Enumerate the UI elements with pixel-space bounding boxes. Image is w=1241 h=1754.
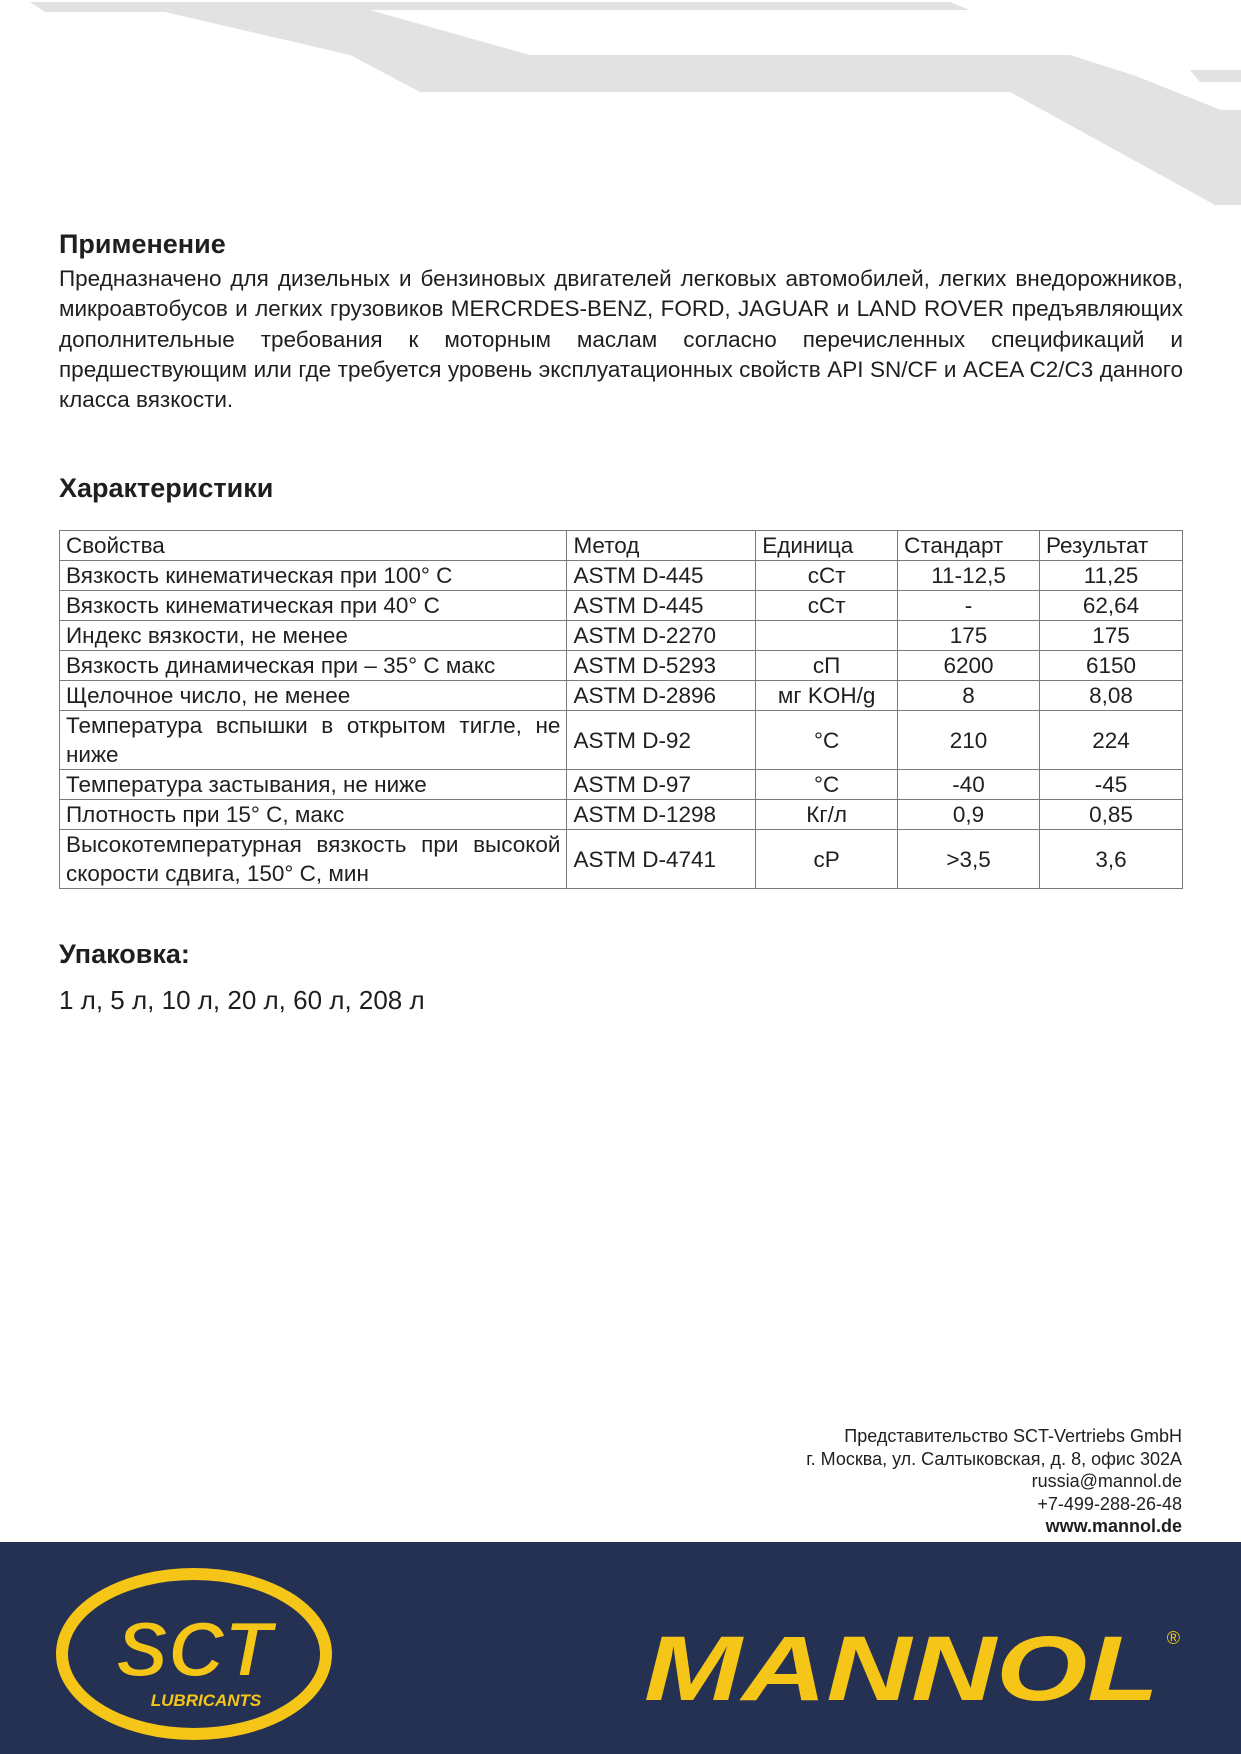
contact-email: russia@mannol.de: [1031, 1471, 1182, 1491]
company-name: Представительство SCT-Vertriebs GmbH: [844, 1426, 1182, 1446]
cell-method: ASTM D-2270: [567, 621, 756, 651]
application-title: Применение: [59, 229, 226, 259]
sct-lubricants-logo: [56, 1568, 332, 1740]
cell-unit: [756, 621, 898, 651]
cell-result: -45: [1040, 770, 1183, 800]
cell-property: Высокотемпературная вязкость при высокой скорости сдвига, 150° C, мин: [60, 830, 567, 889]
cell-unit: сСт: [756, 591, 898, 621]
cell-standard: 210: [898, 711, 1040, 770]
cell-standard: 11-12,5: [898, 561, 1040, 591]
cell-method: ASTM D-4741: [567, 830, 756, 889]
table-row: [60, 621, 1183, 651]
cell-result: 175: [1040, 621, 1183, 651]
cell-unit: мг KOH/g: [756, 681, 898, 711]
table-row: [60, 681, 1183, 711]
cell-unit: сП: [756, 651, 898, 681]
table-row: [60, 591, 1183, 621]
table-row: [60, 770, 1183, 800]
cell-result: 11,25: [1040, 561, 1183, 591]
cell-standard: >3,5: [898, 830, 1040, 889]
table-row: [60, 800, 1183, 830]
table-row: [60, 830, 1183, 889]
cell-property: Щелочное число, не менее: [60, 681, 567, 711]
cell-unit: °C: [756, 770, 898, 800]
cell-method: ASTM D-97: [567, 770, 756, 800]
header-property: Свойства: [60, 531, 567, 561]
cell-property: Вязкость кинематическая при 40° C: [60, 591, 567, 621]
cell-result: 6150: [1040, 651, 1183, 681]
footer-band: [0, 1542, 1241, 1754]
table-row: [60, 561, 1183, 591]
cell-result: 3,6: [1040, 830, 1183, 889]
mannol-logo: [644, 1620, 1184, 1710]
cell-property: Индекс вязкости, не менее: [60, 621, 567, 651]
cell-standard: 175: [898, 621, 1040, 651]
packaging-title: Упаковка:: [59, 939, 190, 969]
cell-method: ASTM D-5293: [567, 651, 756, 681]
cell-result: 224: [1040, 711, 1183, 770]
website-link[interactable]: www.mannol.de: [1045, 1516, 1182, 1536]
cell-property: Плотность при 15° C, макс: [60, 800, 567, 830]
cell-property: Вязкость кинематическая при 100° C: [60, 561, 567, 591]
cell-unit: Кг/л: [756, 800, 898, 830]
header-unit: Единица: [756, 531, 898, 561]
cell-method: ASTM D-1298: [567, 800, 756, 830]
cell-standard: -: [898, 591, 1040, 621]
cell-result: 62,64: [1040, 591, 1183, 621]
packaging-text: 1 л, 5 л, 10 л, 20 л, 60 л, 208 л: [59, 985, 425, 1015]
application-section: [59, 226, 1183, 415]
cell-unit: сСт: [756, 561, 898, 591]
sct-logo-text: SCT: [116, 1605, 272, 1693]
header-result: Результат: [1040, 531, 1183, 561]
cell-property: Вязкость динамическая при – 35° C макс: [60, 651, 567, 681]
specs-title: Характеристики: [59, 473, 274, 503]
cell-standard: 0,9: [898, 800, 1040, 830]
contact-block: [806, 1425, 1182, 1538]
header-standard: Стандарт: [898, 531, 1040, 561]
cell-standard: 8: [898, 681, 1040, 711]
cell-result: 8,08: [1040, 681, 1183, 711]
cell-method: ASTM D-92: [567, 711, 756, 770]
cell-property: Температура вспышки в открытом тигле, не ниже: [60, 711, 567, 770]
cell-property: Температура застывания, не ниже: [60, 770, 567, 800]
mannol-logo-text: MANNOL: [644, 1620, 1159, 1710]
header-decoration: [0, 0, 1241, 210]
registered-mark: ®: [1166, 1628, 1180, 1648]
table-row: [60, 651, 1183, 681]
sct-logo-subtext: LUBRICANTS: [150, 1691, 262, 1710]
cell-method: ASTM D-2896: [567, 681, 756, 711]
cell-unit: cP: [756, 830, 898, 889]
company-address: г. Москва, ул. Салтыковская, д. 8, офис 302А: [806, 1448, 1182, 1469]
specs-table: [59, 530, 1183, 889]
cell-standard: -40: [898, 770, 1040, 800]
cell-method: ASTM D-445: [567, 561, 756, 591]
cell-unit: °C: [756, 711, 898, 770]
table-row: [60, 711, 1183, 770]
table-header-row: [60, 531, 1183, 561]
application-text: Предназначено для дизельных и бензиновых двигателей легковых автомобилей, легких внедорожников, микроавтобусов и легких грузовиков MERCRDES-BENZ, FORD, JAGUAR и LAND ROVER предъявляющих дополнительные требования к моторным маслам согласно перечисленных спецификаций и предшествующим или где требуется уровень эксплуатационных свойств API SN/CF и ACEA C2/C3 данного класса вязкости.: [59, 266, 1183, 413]
header-method: Метод: [567, 531, 756, 561]
cell-result: 0,85: [1040, 800, 1183, 830]
contact-phone: +7-499-288-26-48: [1037, 1493, 1182, 1514]
cell-standard: 6200: [898, 651, 1040, 681]
cell-method: ASTM D-445: [567, 591, 756, 621]
